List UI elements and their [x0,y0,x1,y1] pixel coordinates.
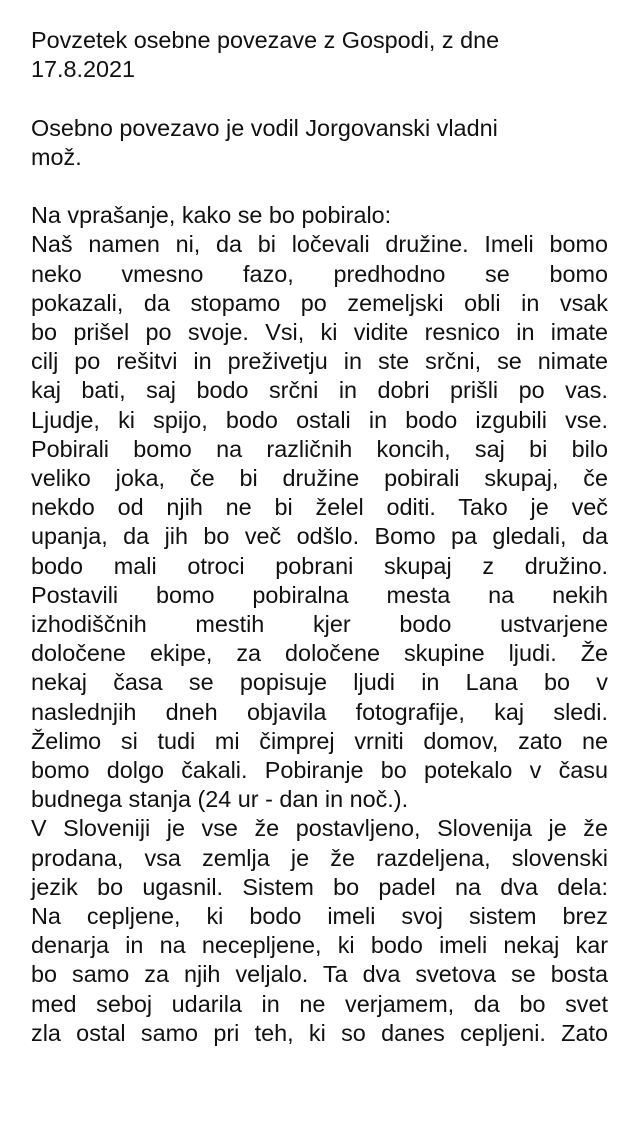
text-line: veliko joka, če bi družine pobirali skupaj, če [31,465,608,492]
text-line: nekdo od njih ne bi želel oditi. Tako je več [31,494,608,521]
document-title [31,26,608,84]
text-line: bo samo za njih veljalo. Ta dva svetova se bosta [31,961,608,988]
text-line: Na vprašanje, kako se bo pobiralo: [31,202,392,229]
text-line: Na cepljene, ki bodo imeli svoj sistem brez [31,903,608,930]
text-line: neko vmesno fazo, predhodno se bomo [31,260,608,287]
text-line: jezik bo ugasnil. Sistem bo padel na dva dela: [31,873,608,900]
text-line: Naš namen ni, da bi ločevali družine. Imeli bomo [31,231,608,258]
text-line: Pobirali bomo na različnih koncih, saj bi bilo [31,435,608,462]
text-line: V Sloveniji je vse že postavljeno, Slovenija je že [31,815,608,842]
text-line: mož. [31,143,82,170]
text-line: kaj bati, saj bodo srčni in dobri prišli po vas. [31,377,608,404]
question-heading [31,201,608,230]
text-line: budnega stanja (24 ur - dan in noč.). [31,786,409,813]
text-line: Ljudje, ki spijo, bodo ostali in bodo izgubili vse. [31,406,608,433]
text-line: Osebno povezavo je vodil Jorgovanski vladni [31,114,498,141]
answer-paragraph [31,230,608,814]
text-line: določene ekipe, za določene skupine ljudi. Že [31,640,608,667]
text-line: pokazali, da stopamo po zemeljski obli in vsak [31,289,608,316]
paragraph-gap [31,84,608,113]
text-line: prodana, vsa zemlja je že razdeljena, slovenski [31,844,608,871]
text-line: denarja in na necepljene, ki bodo imeli nekaj kar [31,932,608,959]
text-line: izhodiščnih mestih kjer bodo ustvarjene [31,611,608,638]
text-line: cilj po rešitvi in preživetju in ste srčni, se nimate [31,348,608,375]
title-date: 17.8.2021 [31,56,136,83]
document-body [31,26,608,1048]
text-line: Želimo si tudi mi čimprej vrniti domov, zato ne [31,727,608,754]
intro-paragraph [31,114,608,172]
text-line: med seboj udarila in ne verjamem, da bo svet [31,990,608,1017]
text-line: bodo mali otroci pobrani skupaj z družino. [31,552,608,579]
text-line: Postavili bomo pobiralna mesta na nekih [31,581,608,608]
text-line: zla ostal samo pri teh, ki so danes cepljeni. Zato [31,1019,608,1046]
slovenia-paragraph [31,814,608,1048]
text-line: bomo dolgo čakali. Pobiranje bo potekalo v času [31,757,608,784]
text-line: upanja, da jih bo več odšlo. Bomo pa gledali, da [31,523,608,550]
title-line: Povzetek osebne povezave z Gospodi, z dne [31,27,500,53]
paragraph-gap [31,172,608,201]
text-line: naslednjih dneh objavila fotografije, kaj sledi. [31,698,608,725]
text-line: bo prišel po svoje. Vsi, ki vidite resnico in imate [31,319,608,345]
text-line: nekaj časa se popisuje ljudi in Lana bo v [31,669,608,696]
